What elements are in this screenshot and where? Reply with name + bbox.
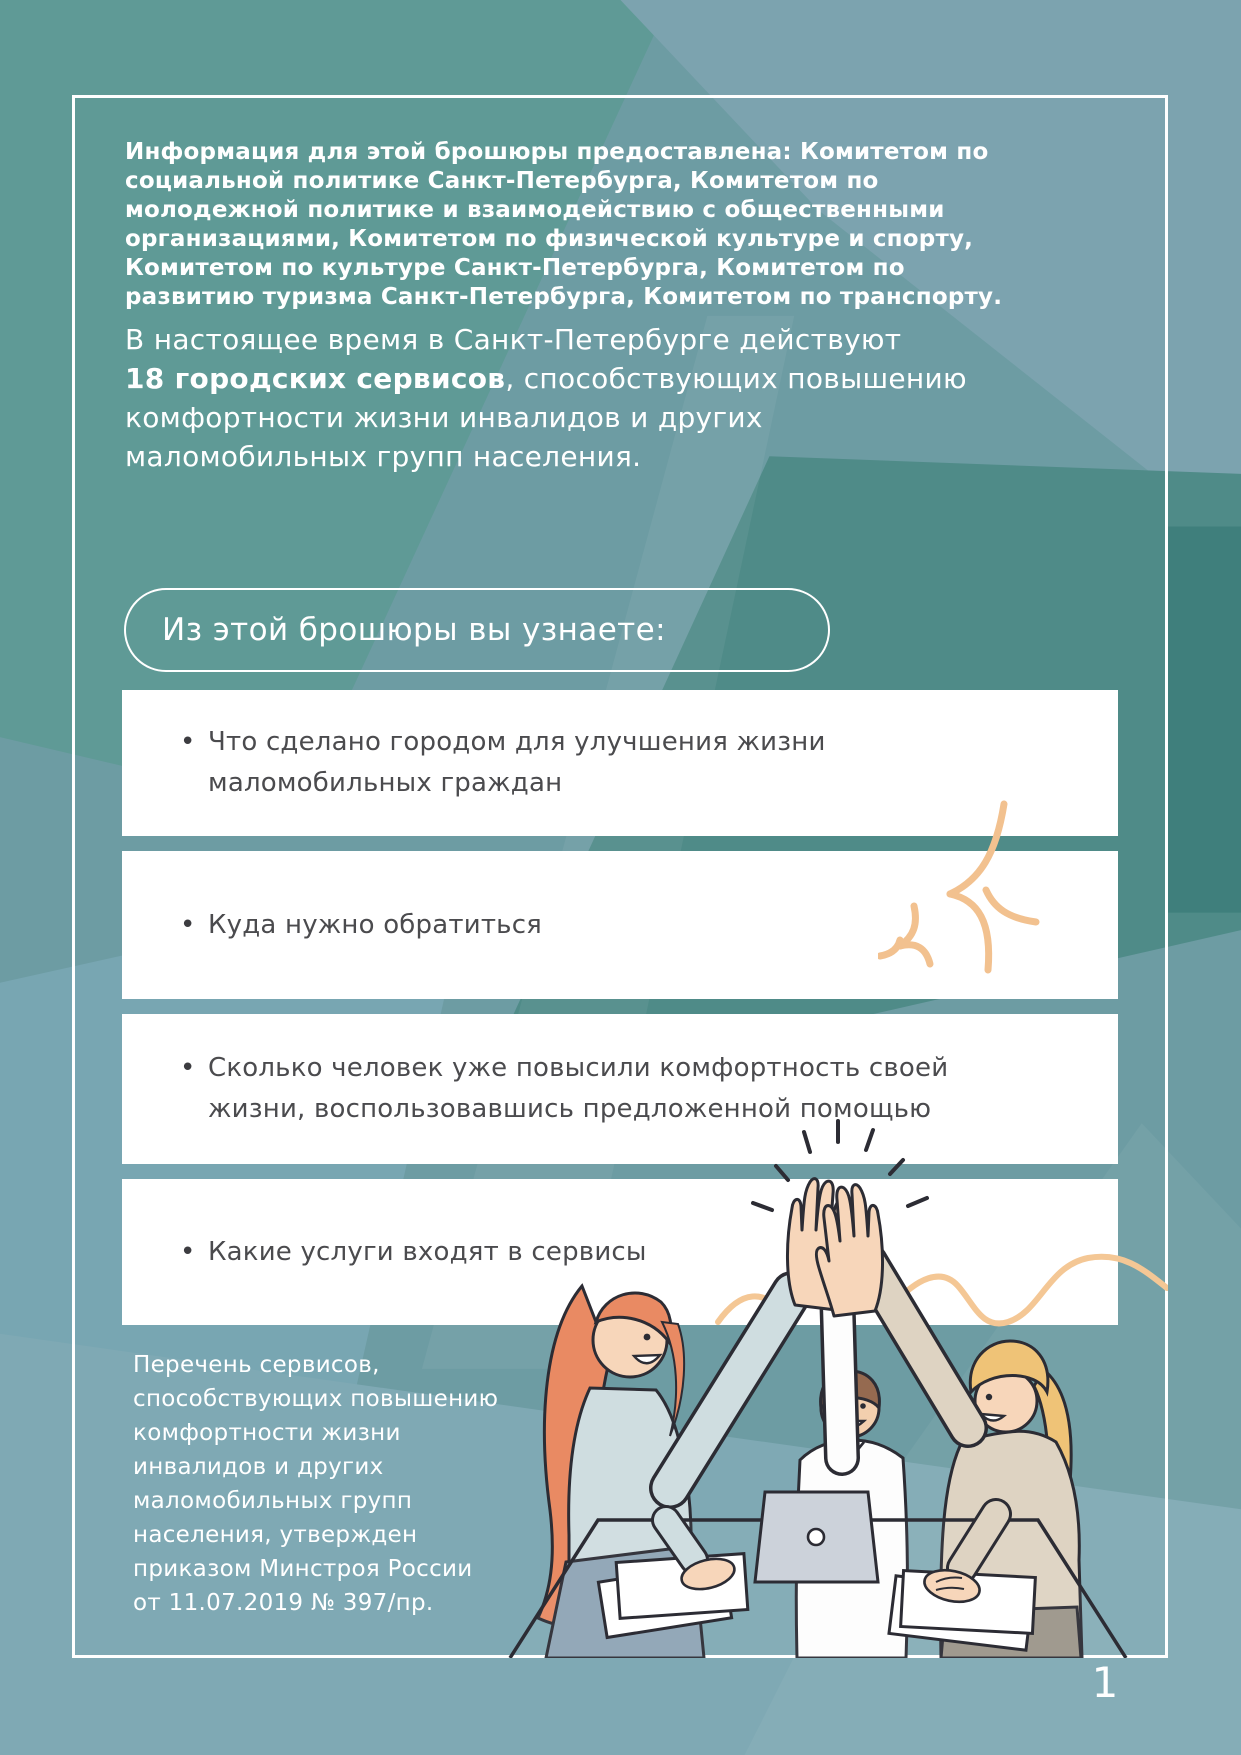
intro-text	[125, 362, 967, 473]
note-paragraph: Перечень сервисов, способствующих повышению комфортности жизни инвалидов и других маломобильных групп населения, утвержден приказом Минстроя России от 11.07.2019 № 397/пр.	[133, 1352, 499, 1616]
bullet-text: • Какие услуги входят в сервисы	[180, 1232, 647, 1273]
intro-line1: В настоящее время в Санкт-Петербурге действуют	[125, 323, 902, 356]
intro-paragraph	[125, 320, 1005, 476]
bullet-text: • Сколько человек уже повысили комфортность своей жизни, воспользовавшись предложенной помощью	[180, 1048, 1028, 1130]
intro-highlight: 18 городских сервисов	[125, 362, 506, 395]
high-five-illustration	[440, 1090, 1168, 1658]
page-number: 1	[1091, 1658, 1119, 1707]
section-title: Из этой брошюры вы узнаете:	[162, 612, 666, 648]
bullet-text: • Куда нужно обратиться	[180, 905, 542, 946]
section-title-pill	[124, 588, 830, 672]
sparkle-doodle-icon	[878, 798, 1058, 988]
intro-rest: , способствующих повышению комфортности жизни инвалидов и других маломобильных групп населения.	[125, 362, 967, 473]
credits-paragraph: Информация для этой брошюры предоставлена: Комитетом по социальной политике Санкт-Петербурга, Комитетом по молодежной политике и взаимодействию с общественными организациями, Комитетом по физической культуре и спорту, Комитетом по культуре Санкт-Петербурга, Комитетом по развитию туризма Санкт-Петербурга, Комитетом по транспорту.	[125, 139, 1003, 310]
high-five-hands	[787, 1179, 882, 1316]
bullet-text: • Что сделано городом для улучшения жизни маломобильных граждан	[180, 722, 1028, 804]
laptop	[755, 1492, 878, 1582]
